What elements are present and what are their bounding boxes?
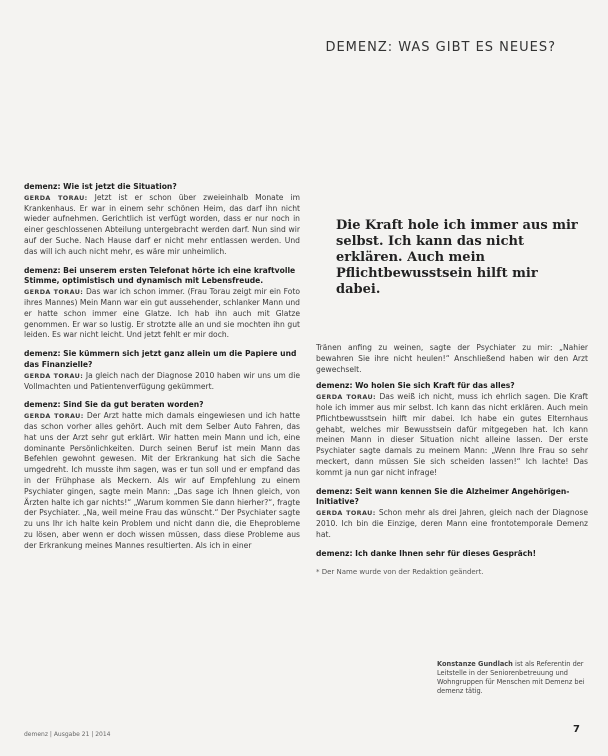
- qa-block: [24, 266, 300, 342]
- qa-block: [24, 349, 300, 392]
- footer-issue: demenz | Ausgabe 21 | 2014: [24, 731, 111, 738]
- continued-text: Tränen anfing zu weinen, sagte der Psychiater zu mir: „Nahier bewahren Sie ihre nicht heulen!“ Anschließend haben wir den Arzt gewechselt.: [316, 343, 588, 374]
- speaker-label: GERDA TORAU:: [24, 412, 84, 421]
- speaker-label: GERDA TORAU:: [24, 371, 84, 380]
- question: demenz: Wo holen Sie sich Kraft für das alles?: [316, 381, 515, 391]
- speaker-label: GERDA TORAU:: [316, 393, 377, 402]
- question: demenz: Wie ist jetzt die Situation?: [24, 182, 177, 191]
- qa-block: [24, 182, 300, 258]
- answer: [24, 371, 300, 393]
- author-name: Konstanze Gundlach: [437, 660, 513, 668]
- speaker-label: GERDA TORAU:: [24, 288, 84, 297]
- answer-text: Jetzt ist er schon über zweieinhalb Monate im Krankenhaus. Er war in einem sehr schönen Heim, das darf ihn nicht wieder aufnehmen. Gerichtlich ist verfügt worden, dass er nur noch in einer geschlossenen Abteilung untergebracht werden darf. Nun sind wir auf der Suche. Nach Hause darf er nicht mehr entlassen werden. Und das will ich auch nicht mehr, es wäre mir unheimlich.: [24, 192, 300, 256]
- answer: [24, 287, 300, 341]
- right-column: [316, 343, 588, 585]
- answer: [316, 508, 588, 540]
- answer: [316, 392, 588, 478]
- answer-text: Ja gleich nach der Diagnose 2010 haben wir uns um die Vollmachten und Patientenverfügung gekümmert.: [24, 370, 300, 391]
- answer-text: Das war ich schon immer. (Frau Torau zeigt mir ein Foto ihres Mannes) Mein Mann war ein gut aussehender, schlanker Mann und er hatte schon immer eine Glatze. Ich hab ihn auch mit Glatze genommen. Er war so lustig. Er strotzte alle an und sie mochten ihn gut leiden. Es war nicht leicht. Und jetzt fehlt er mir doch.: [24, 287, 300, 340]
- author-caption: [437, 660, 585, 696]
- answer-text: Der Arzt hatte mich damals eingewiesen und ich hatte das schon vorher alles gehört. Auch mit dem Selber Auto Fahren, das hat uns der Arzt sehr gut erklärt. Wir hatten mein Mann und ich, eine dominante Persönlichkeiten. Durch seinen Beruf ist mein Mann das Befehlen gewohnt gewesen. Mit der Erkrankung hat sich die Sache umgedreht. Ich musste ihm sagen, was er tun soll und er empfand das in der Frühphase als Meckern. Als wir auf Empfehlung zu einem Psychiater gingen, sagte mein Mann: „Das sage ich Ihnen gleich, von Ärzten halte ich gar nichts!“ „Warum kommen Sie dann hierher?“, fragte der Psychiater. „Na, weil meine Frau das wünscht.“ Der Psychiater sagte zu uns Ihr ich halte kein Problem und nicht dann die, die Eheprobleme zu lösen, aber wenn er doch wissen müssen, dass diese Probleme aus der Erkrankung meines Mannes resultierten. Als ich in einer: [24, 411, 300, 550]
- footnote: * Der Name wurde von der Redaktion geändert.: [316, 568, 484, 577]
- speaker-label: GERDA TORAU:: [24, 193, 88, 202]
- qa-block: [316, 487, 588, 541]
- answer: [24, 411, 300, 551]
- pull-quote: Die Kraft hole ich immer aus mir selbst. Ich kann das nicht erklären. Auch mein Pflichtbewusstsein hilft mir dabei.: [336, 218, 578, 297]
- question: demenz: Bei unserem ersten Telefonat hörte ich eine kraftvolle Stimme, optimistisch und dynamisch mit Lebensfreude.: [24, 265, 296, 286]
- qa-block: [316, 381, 588, 478]
- answer-text: Schon mehr als drei Jahren, gleich nach der Diagnose 2010. Ich bin die Einzige, deren Mann eine frontotemporale Demenz hat.: [316, 508, 588, 539]
- left-column: [24, 182, 300, 560]
- page-number: 7: [573, 724, 580, 735]
- answer: [24, 193, 300, 258]
- section-header: DEMENZ: WAS GIBT ES NEUES?: [325, 40, 556, 55]
- question: demenz: Seit wann kennen Sie die Alzheimer Angehörigen-Initiative?: [316, 486, 570, 507]
- author-description: ist als Referentin der Leitstelle in der Seniorenbetreuung und Wohngruppen für Menschen mit Demenz bei demenz tätig.: [437, 660, 585, 695]
- question: demenz: Sie kümmern sich jetzt ganz allein um die Papiere und das Finanzielle?: [24, 349, 297, 369]
- speaker-label: GERDA TORAU:: [316, 509, 376, 518]
- question: demenz: Ich danke Ihnen sehr für dieses Gespräch!: [316, 548, 537, 558]
- answer-text: Das weiß ich nicht, muss ich ehrlich sagen. Die Kraft hole ich immer aus mir selbst. Ich kann das nicht erklären. Auch mein Pflichtbewusstsein hilft mir dabei. Ich habe ein gutes Elternhaus gehabt, welches mir Bewusstsein dafür mitgegeben hat. Ich kann meinen Mann in dieser Situation nicht alleine lassen. Der erste Psychiater sagte damals zu meinem Mann: „Wenn Ihre Frau so sehr meckert, dann müssen Sie sich scheiden lassen!“ Ich lachte! Das kommt ja nun gar nicht infrage!: [316, 392, 589, 477]
- qa-block: [24, 400, 300, 551]
- question: demenz: Sind Sie da gut beraten worden?: [24, 400, 204, 410]
- qa-block: [316, 549, 588, 560]
